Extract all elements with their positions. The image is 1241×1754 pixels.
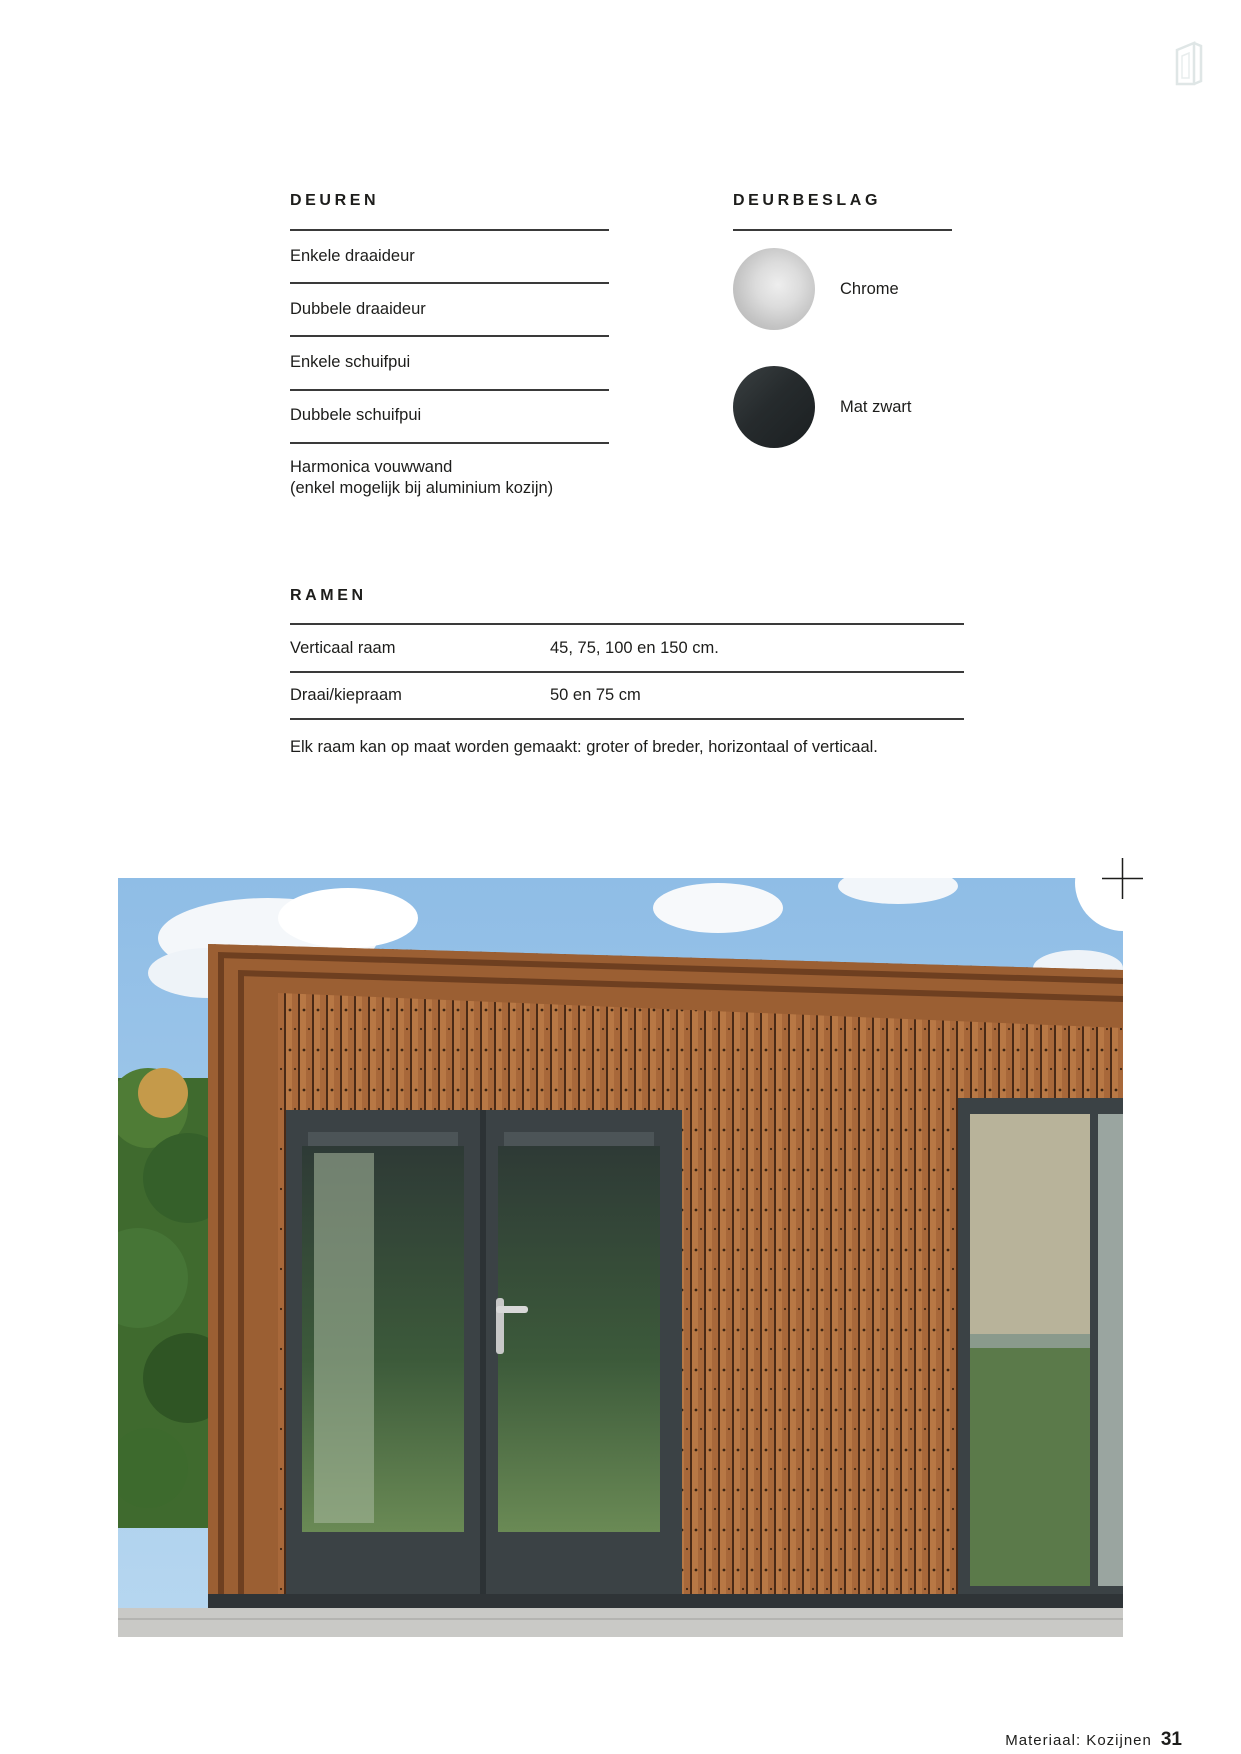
window-size-cell: 50 en 75 cm (550, 686, 641, 704)
divider (290, 229, 609, 231)
divider (290, 335, 609, 337)
mat-black-swatch (733, 366, 815, 448)
page-footer (1005, 1729, 1182, 1751)
door-type-item: Harmonica vouwwand (290, 458, 453, 476)
divider (290, 282, 609, 284)
finish-label: Mat zwart (840, 398, 912, 416)
door-type-item: Enkele schuifpui (290, 353, 411, 371)
deuren-title: DEUREN (290, 192, 380, 209)
footer-section-label: Materiaal: Kozijnen (1005, 1732, 1152, 1749)
window-size-cell: 45, 75, 100 en 150 cm. (550, 639, 719, 657)
finish-label: Chrome (840, 280, 899, 298)
chrome-swatch (733, 248, 815, 330)
deurbeslag-title: DEURBESLAG (733, 192, 882, 209)
door-type-note: (enkel mogelijk bij aluminium kozijn) (290, 479, 554, 497)
door-type-item: Enkele draaideur (290, 247, 415, 265)
ramen-title: RAMEN (290, 587, 367, 604)
window-type-cell: Draai/kiepraam (290, 686, 402, 704)
door-type-item: Dubbele draaideur (290, 300, 426, 318)
divider (733, 229, 952, 231)
plus-icon (1102, 858, 1143, 899)
brand-logo-icon (1174, 40, 1204, 88)
door-type-item: Dubbele schuifpui (290, 406, 422, 424)
divider (290, 671, 964, 673)
divider (290, 442, 609, 444)
divider (290, 718, 964, 720)
window-type-cell: Verticaal raam (290, 639, 396, 657)
garden-room-photo (118, 878, 1123, 1637)
custom-size-note: Elk raam kan op maat worden gemaakt: groter of breder, horizontaal of verticaal. (290, 738, 878, 756)
divider (290, 389, 609, 391)
divider (290, 623, 964, 625)
page-number: 31 (1160, 1729, 1182, 1750)
